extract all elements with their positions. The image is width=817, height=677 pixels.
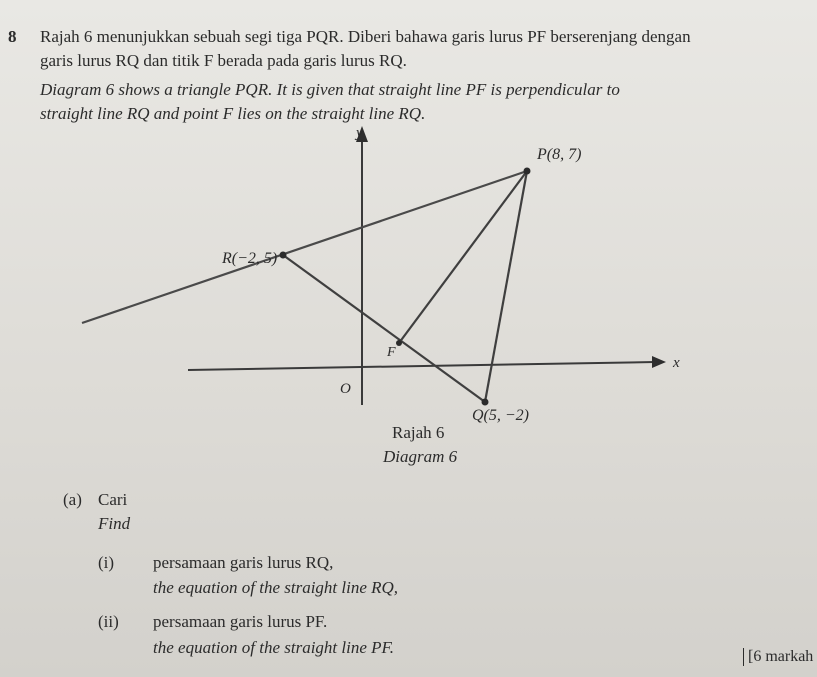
- line-pq: [485, 171, 527, 402]
- x-axis-arrowhead: [652, 356, 666, 368]
- point-q-label: Q(5, −2): [472, 407, 530, 424]
- question-number: 8: [8, 27, 17, 46]
- caption-malay: Rajah 6: [392, 423, 445, 442]
- line-rp-extended: [82, 171, 527, 323]
- point-r: [280, 252, 287, 259]
- x-axis-label: x: [673, 355, 680, 371]
- point-q: [482, 399, 489, 406]
- y-axis-label: y: [356, 125, 363, 141]
- part-i-malay: persamaan garis lurus RQ,: [153, 553, 334, 572]
- part-ii-label: (ii): [98, 612, 119, 631]
- marks-label: [6 markah: [743, 648, 813, 666]
- origin-label: O: [340, 381, 351, 397]
- caption-english: Diagram 6: [383, 447, 458, 466]
- point-f-label: F: [387, 345, 396, 360]
- part-i-english: the equation of the straight line RQ,: [153, 578, 399, 597]
- part-ii-english: the equation of the straight line PF.: [153, 638, 394, 657]
- part-a-label: (a): [63, 490, 82, 509]
- x-axis: [188, 362, 655, 370]
- part-i-label: (i): [98, 553, 115, 572]
- line-rq: [283, 255, 485, 402]
- part-a-malay: Cari: [98, 490, 128, 509]
- point-p-label: P(8, 7): [537, 146, 582, 163]
- stem-english-line-1: Diagram 6 shows a triangle PQR. It is given that straight line PF is perpendicular to: [40, 80, 620, 99]
- stem-malay-line-1: Rajah 6 menunjukkan sebuah segi tiga PQR. Diberi bahawa garis lurus PF berserenjang dengan: [40, 27, 691, 46]
- point-f: [396, 340, 402, 346]
- line-pf: [399, 171, 527, 343]
- stem-english-line-2: straight line RQ and point F lies on the straight line RQ.: [40, 104, 426, 123]
- part-a-english: Find: [98, 514, 131, 533]
- part-ii-malay: persamaan garis lurus PF.: [153, 612, 328, 631]
- point-p: [524, 168, 531, 175]
- point-r-label: R(−2, 5): [222, 250, 278, 267]
- stem-malay-line-2: garis lurus RQ dan titik F berada pada garis lurus RQ.: [40, 51, 407, 70]
